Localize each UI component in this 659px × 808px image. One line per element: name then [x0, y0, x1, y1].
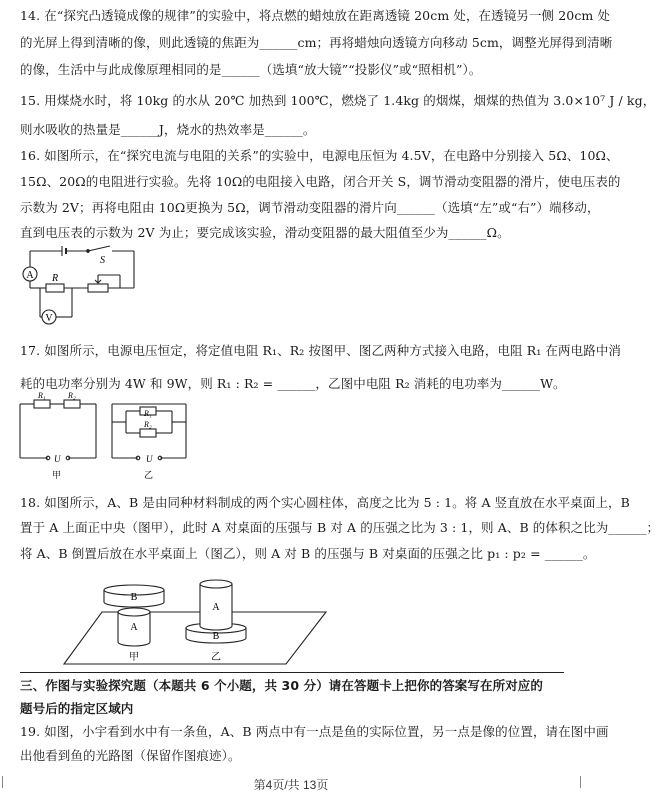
caption-yi-18: 乙 [211, 652, 221, 663]
r1-label-b: R₁ [144, 409, 152, 418]
section-3-heading-line-1: 三、作图与实验探究题（本题共 6 个小题，共 30 分）请在答题卡上把你的答案写在所对应的 [20, 678, 544, 693]
ammeter-symbol: A [26, 270, 34, 281]
q14-line-3: 的像，生活中与此成像原理相同的是______（选填“放大镜”“投影仪”或“照相机”）。 [20, 62, 482, 77]
caption-yi-17: 乙 [144, 470, 154, 480]
voltmeter-symbol: V [45, 313, 53, 324]
label-b-jia: B [130, 592, 138, 603]
section-3-heading-line-2: 题号后的指定区域内 [20, 701, 134, 716]
q16-line-3: 示数为 2V；再将电阻由 10Ω更换为 5Ω，调节滑动变阻器的滑片向______（选填“左”或“右”）端移动， [20, 200, 600, 215]
q14-line-2: 的光屏上得到清晰的像，则此透镜的焦距为______cm；再将蜡烛向透镜方向移动 5cm，调整光屏得到清晰 [20, 35, 613, 50]
r2-label-a: R₂ [68, 391, 76, 400]
q17-line-1: 17. 如图所示，电源电压恒定，将定值电阻 R₁、R₂ 按图甲、图乙两种方式接入电路，电阻 R₁ 在两电路中消 [20, 343, 622, 358]
switch-label: S [100, 255, 105, 266]
q19-line-2: 出他看到鱼的光路图（保留作图痕迹）。 [20, 748, 241, 763]
label-b-yi: B [212, 631, 220, 642]
circuit-diagram-17 [16, 391, 196, 482]
voltage-label-a: U [54, 454, 61, 464]
q15-line-2: 则水吸收的热量是______J，烧水的热效率是______。 [20, 122, 316, 137]
caption-jia-17: 甲 [52, 470, 62, 480]
q18-line-2: 置于 A 上面正中央（图甲），此时 A 对桌面的压强与 B 对 A 的压强之比为 3 : 1，则 A、B 的体积之比为______； [20, 520, 659, 535]
circuit-diagram-16 [18, 243, 148, 331]
q19-line-1: 19. 如图，小宇看到水中有一条鱼，A、B 两点中有一点是鱼的实际位置，另一点是像的位置，请在图中画 [20, 724, 609, 739]
q18-line-1: 18. 如图所示，A、B 是由同种材料制成的两个实心圆柱体，高度之比为 5 : 1。将 A 竖直放在水平桌面上，B [20, 495, 630, 510]
q17-line-2: 耗的电功率分别为 4W 和 9W，则 R₁ : R₂ = ______，乙图中电阻 R₂ 消耗的电功率为______W。 [20, 376, 566, 391]
q18-line-3: 将 A、B 倒置后放在水平桌面上（图乙），则 A 对 B 的压强与 B 对桌面的压强之比 p₁ : p₂ = ______。 [20, 546, 596, 561]
voltage-label-b: U [146, 454, 153, 464]
q14-line-1: 14. 在“探究凸透镜成像的规律”的实验中，将点燃的蜡烛放在距离透镜 20cm 处，在透镜另一侧 20cm 处 [20, 8, 611, 23]
page-footer: 第4页/共 13页 [253, 778, 329, 792]
section-divider [20, 672, 564, 673]
label-a-jia: A [130, 622, 138, 633]
q16-line-2: 15Ω、20Ω的电阻进行实验。先将 10Ω的电阻接入电路，闭合开关 S，调节滑动变阻器的滑片，使电压表的 [20, 174, 621, 189]
resistor-label: R [52, 273, 59, 284]
cylinder-diagram-18 [60, 572, 330, 670]
r2-label-b: R₂ [144, 420, 152, 429]
q16-line-4: 直到电压表的示数为 2V 为止；要完成该实验，滑动变阻器的最大阻值至少为______Ω。 [20, 225, 510, 240]
caption-jia-18: 甲 [129, 652, 139, 663]
q16-line-1: 16. 如图所示，在“探究电流与电阻的关系”的实验中，电源电压恒为 4.5V，在电路中分别接入 5Ω、10Ω、 [20, 148, 619, 163]
q15-line-1: 15. 用煤烧水时，将 10kg 的水从 20℃ 加热到 100℃，燃烧了 1.4kg 的烟煤，烟煤的热值为 3.0×10⁷ J / kg， [20, 93, 656, 108]
r1-label-a: R₁ [38, 391, 46, 400]
label-a-yi: A [212, 602, 220, 613]
